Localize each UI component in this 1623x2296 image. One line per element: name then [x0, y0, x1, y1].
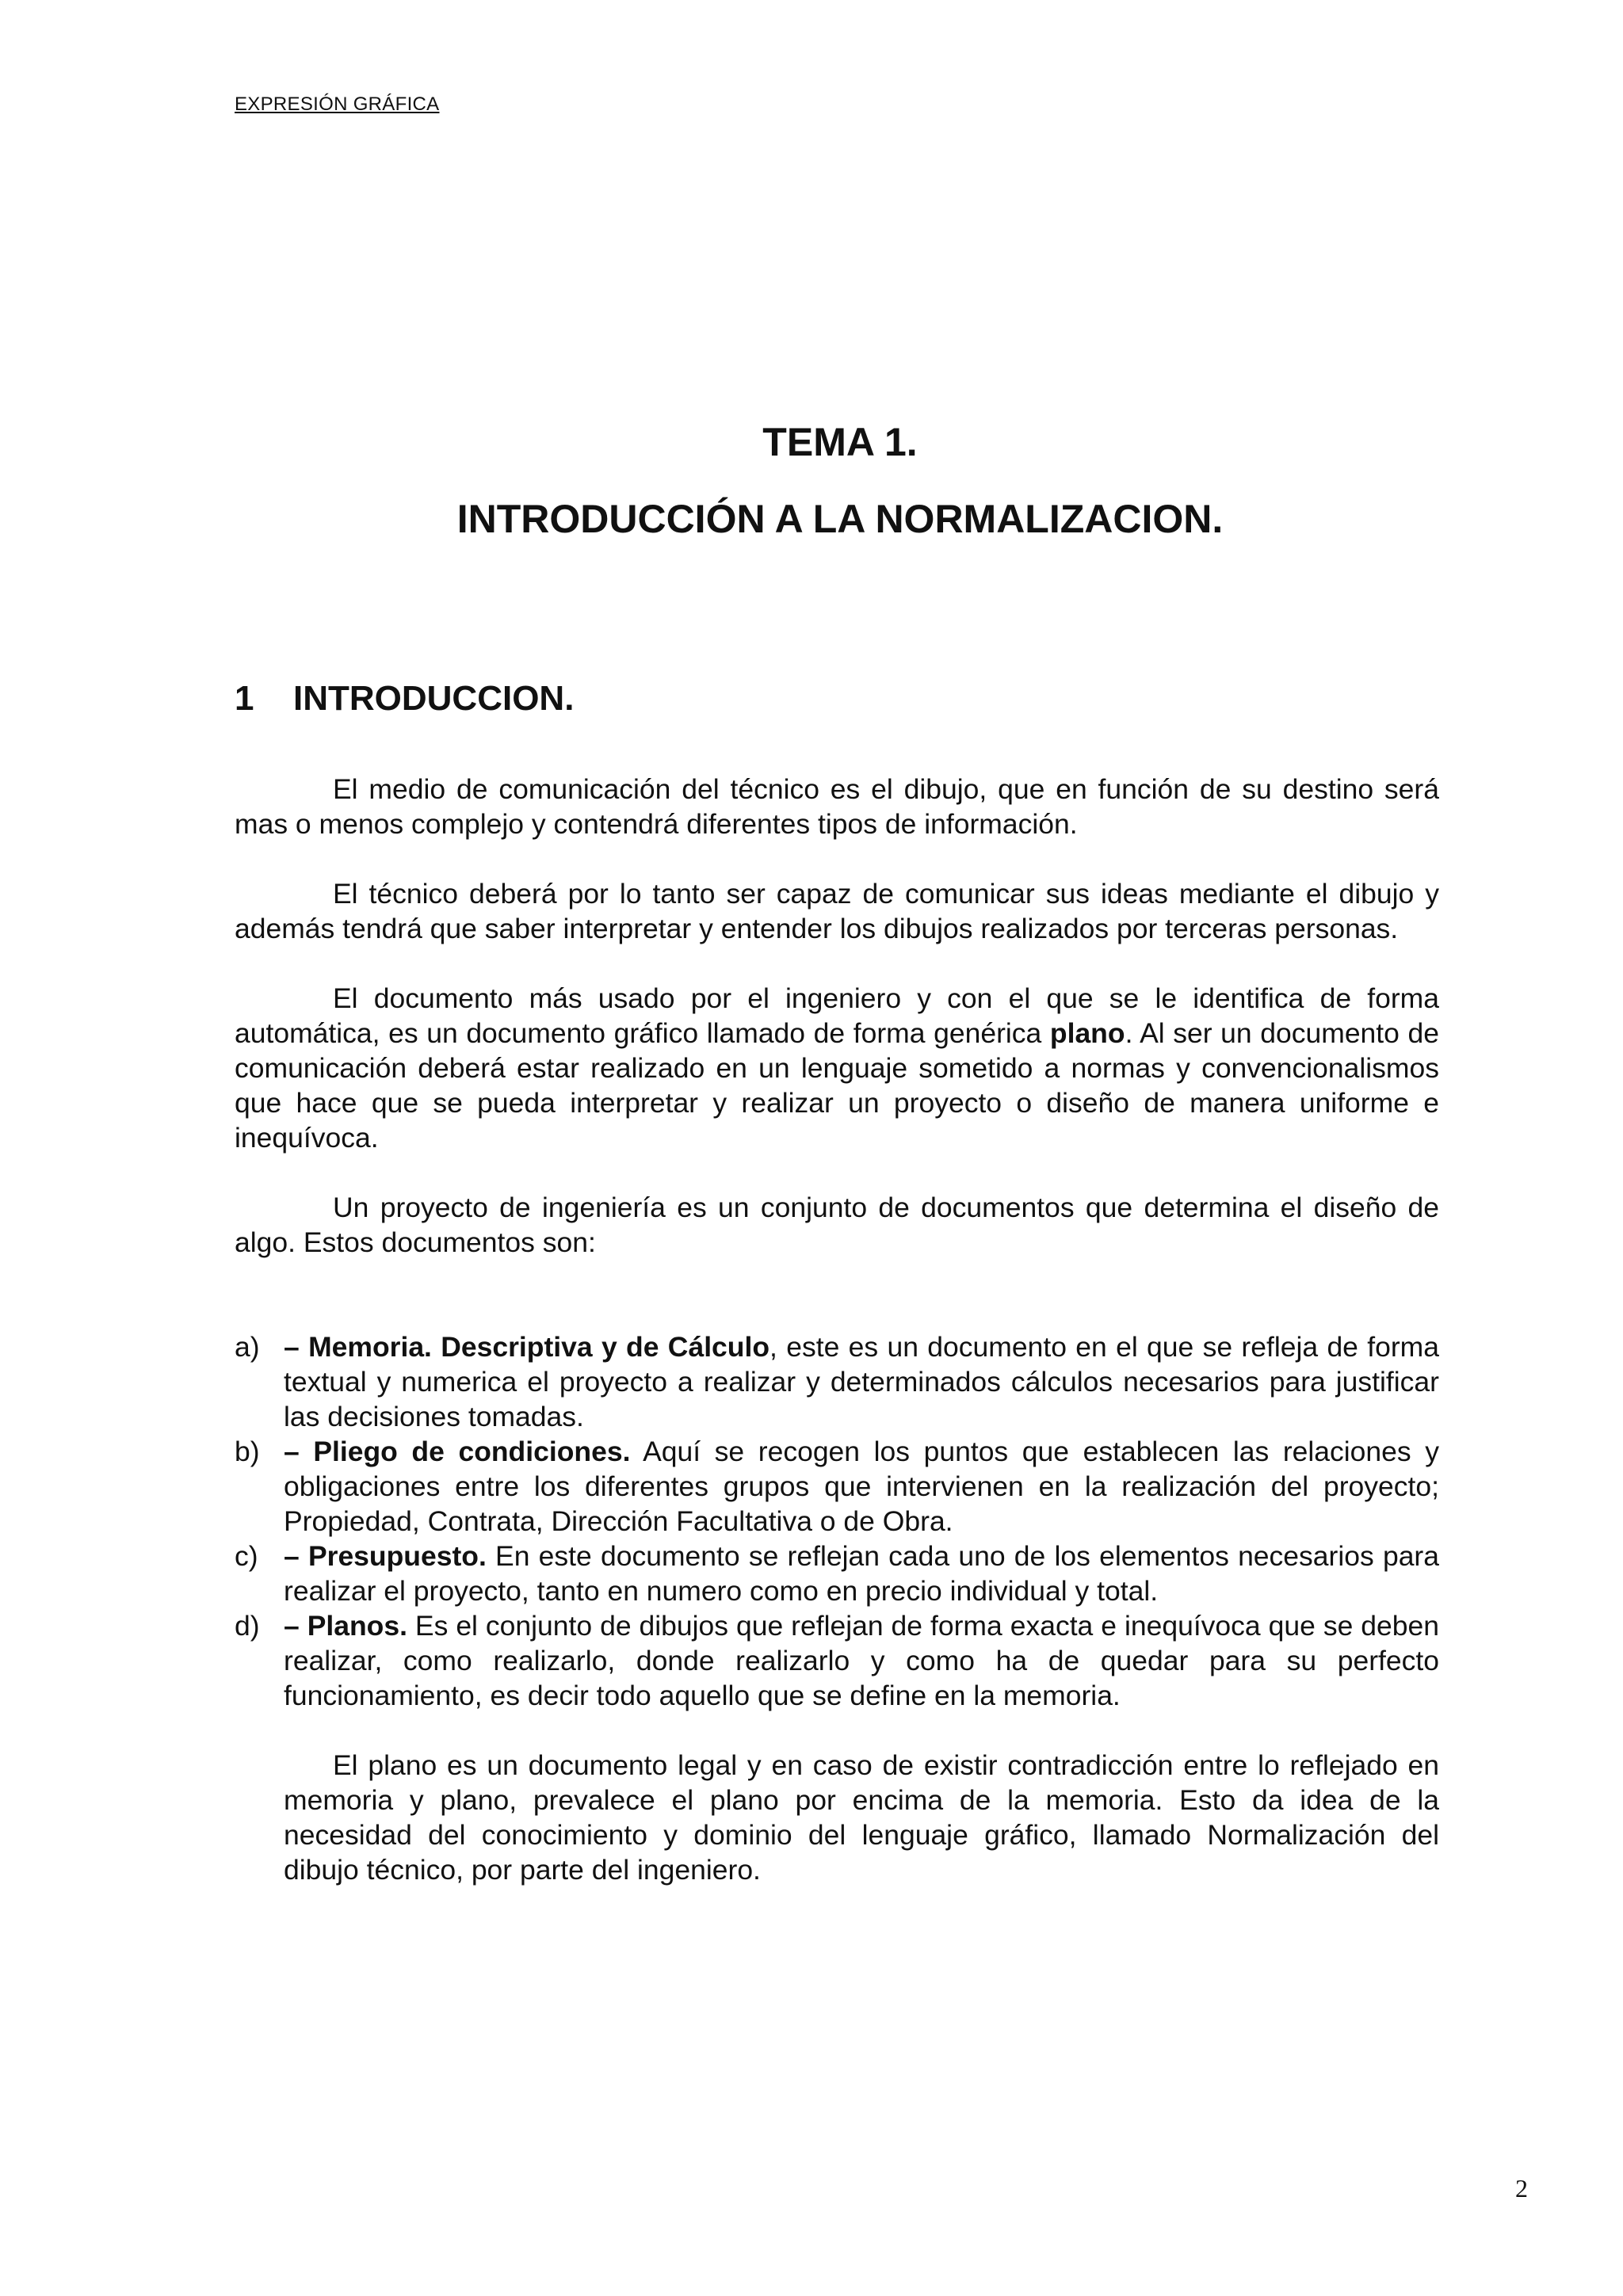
- paragraph-3: [235, 981, 1439, 1155]
- chapter-number: TEMA 1.: [762, 420, 918, 464]
- body-text: [235, 772, 1439, 1922]
- list-marker: b): [235, 1436, 260, 1467]
- list-item-title: – Presupuesto.: [284, 1540, 487, 1572]
- list-item: [235, 1329, 1439, 1434]
- page-number: 2: [1515, 2174, 1528, 2203]
- running-header: EXPRESIÓN GRÁFICA: [235, 93, 440, 115]
- list-item-title: – Planos.: [284, 1610, 407, 1642]
- paragraph-4: Un proyecto de ingeniería es un conjunto de documentos que determina el diseño de algo. Estos documentos son:: [235, 1192, 1439, 1258]
- list-item: [235, 1539, 1439, 1608]
- list-item-text: Es el conjunto de dibujos que reflejan de forma exacta e inequívoca que se deben realizar, como realizarlo, donde realizarlo y como ha de quedar para su perfecto funcionamiento, es decir todo aquello que se define en la memoria.: [284, 1610, 1439, 1711]
- section-title: INTRODUCCION.: [293, 679, 575, 718]
- paragraph-5: El plano es un documento legal y en caso de existir contradicción entre lo reflejado en memoria y plano, prevalece el plano por encima de la memoria. Esto da idea de la necesidad del conocimiento y dominio del lenguaje gráfico, llamado Normalización del dibujo técnico, por parte del ingeniero.: [284, 1749, 1439, 1886]
- paragraph-3-text-b: . Al ser un documento de comunicación deberá estar realizado en un lenguaje sometido a normas y convencionalismos que hace que se pueda interpretar y realizar un proyecto o diseño de manera uniforme e inequívoca.: [235, 1017, 1440, 1154]
- list-item-title: – Memoria. Descriptiva y de Cálculo: [284, 1331, 770, 1363]
- list-item-text: , este es un documento en el que se refleja de forma textual y numerica el proyecto a realizar y determinados cálculos necesarios para justificar las decisiones tomadas.: [284, 1331, 1439, 1432]
- paragraph-3-keyword: plano: [1049, 1017, 1125, 1049]
- list-marker: d): [235, 1610, 260, 1642]
- paragraph-2: El técnico deberá por lo tanto ser capaz de comunicar sus ideas mediante el dibujo y además tendrá que saber interpretar y entender los dibujos realizados por terceras personas.: [235, 878, 1439, 944]
- document-list: [235, 1329, 1439, 1713]
- paragraph-1: El medio de comunicación del técnico es el dibujo, que en función de su destino será mas o menos complejo y contendrá diferentes tipos de información.: [235, 773, 1439, 840]
- list-item-text: En este documento se reflejan cada uno de los elementos necesarios para realizar el proyecto, tanto en numero como en precio individual y total.: [284, 1540, 1439, 1607]
- list-item: [235, 1608, 1439, 1713]
- list-marker: a): [235, 1331, 260, 1363]
- paragraph-3-text-a: El documento más usado por el ingeniero y con el que se le identifica de forma automática, es un documento gráfico llamado de forma genérica: [235, 982, 1439, 1049]
- list-marker: c): [235, 1540, 258, 1572]
- section-heading: [235, 677, 574, 720]
- list-item-text: Aquí se recogen los puntos que establecen las relaciones y obligaciones entre los diferentes grupos que intervienen en la realización del proyecto; Propiedad, Contrata, Dirección Facultativa o de Obra.: [284, 1436, 1439, 1537]
- list-item-title: – Pliego de condiciones.: [284, 1436, 631, 1467]
- chapter-title: INTRODUCCIÓN A LA NORMALIZACION.: [456, 497, 1224, 541]
- section-number: 1: [235, 679, 254, 718]
- list-item: [235, 1434, 1439, 1539]
